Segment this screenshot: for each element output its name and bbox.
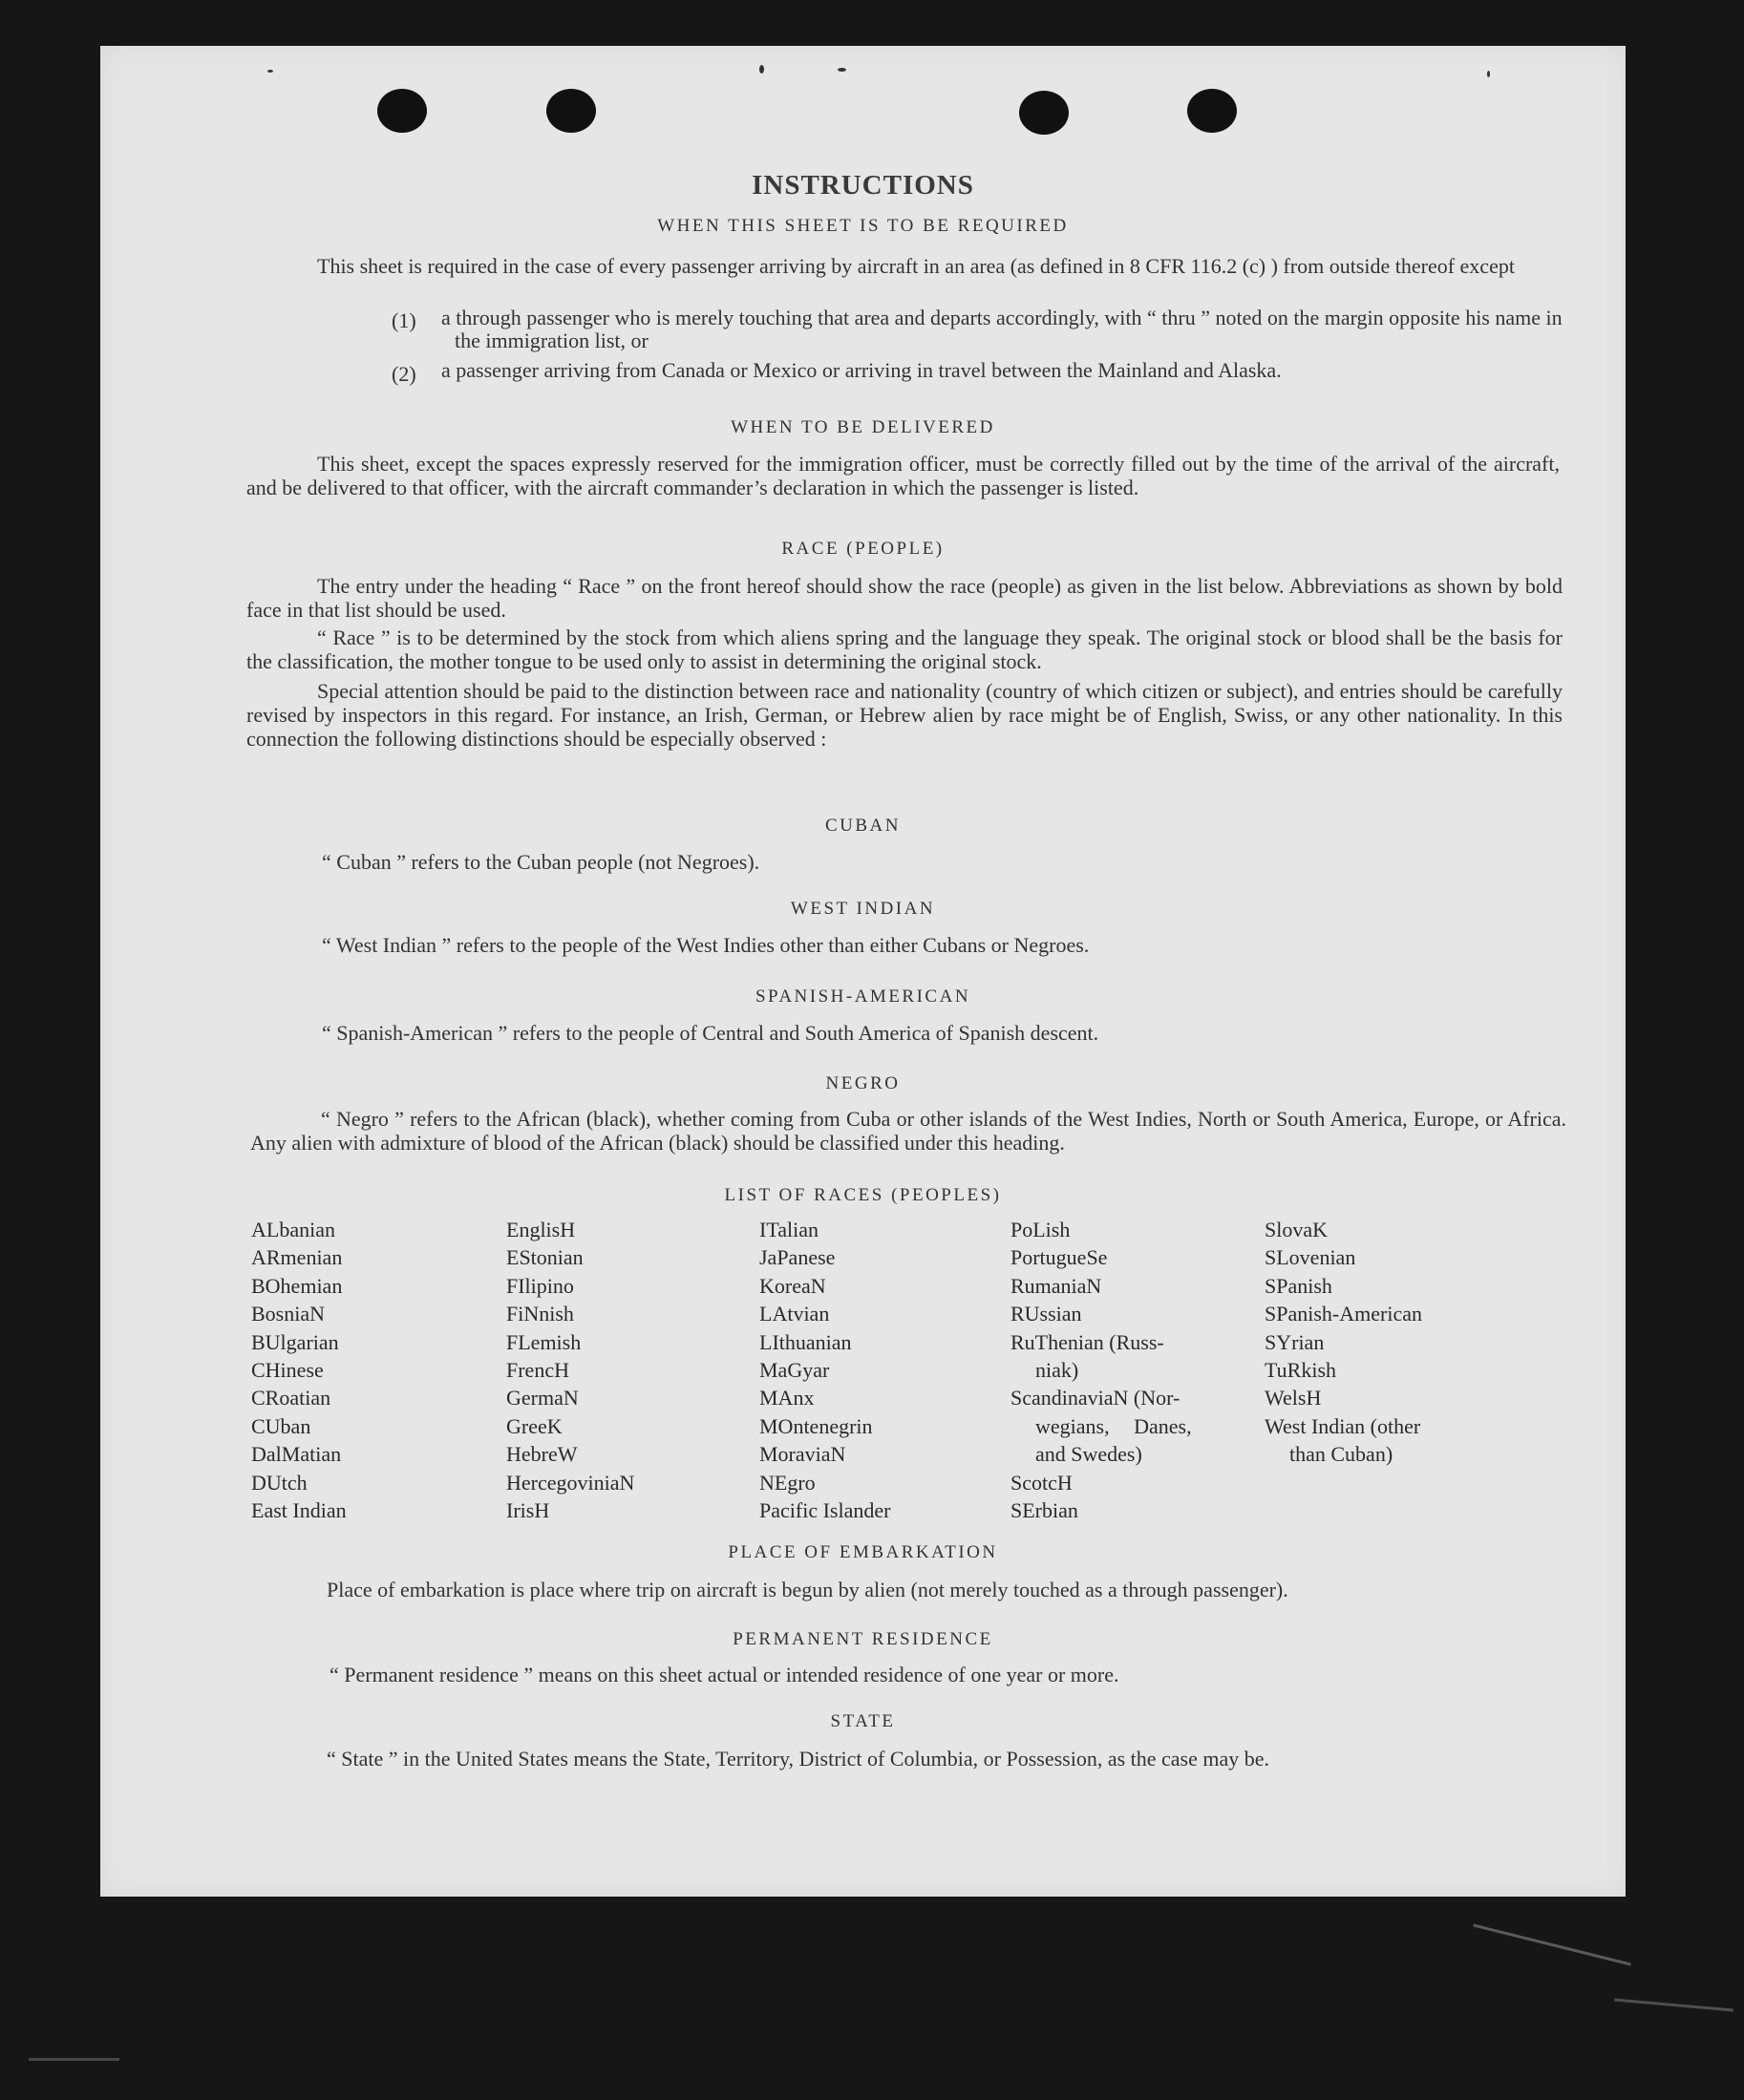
ink-speck: [1487, 71, 1490, 77]
race-entry: DalMatian: [251, 1442, 342, 1467]
section-heading-delivered: WHEN TO BE DELIVERED: [731, 417, 995, 437]
race-entry: FIlipino: [506, 1273, 574, 1298]
race-entry: NEgro: [759, 1470, 816, 1495]
residence-text: “ Permanent residence ” means on this sheet actual or intended residence of one year or more.: [330, 1663, 1119, 1686]
race-entry: GermaN: [506, 1386, 579, 1411]
race-entry: ScotcH: [1010, 1470, 1073, 1495]
required-item-1-text: a through passenger who is merely touching that area and departs accordingly, with “ thru ” noted on the margin opposite his name in the immigration list, or: [441, 306, 1563, 352]
race-entry: SlovaK: [1265, 1218, 1328, 1241]
race-entry: wegians, Danes,: [1035, 1413, 1192, 1438]
race-entry: CRoatian: [251, 1386, 331, 1411]
section-heading-west-indian: WEST INDIAN: [790, 899, 936, 919]
races-column-3: [759, 1216, 890, 1524]
race-entry: and Swedes): [1035, 1442, 1142, 1467]
race-entry: ScandinaviaN (Nor-: [1010, 1386, 1180, 1411]
race-entry: SPanish: [1265, 1273, 1332, 1298]
race-entry: PortugueSe: [1010, 1245, 1108, 1270]
section-heading-list-of-races: LIST OF RACES (PEOPLES): [724, 1185, 1002, 1205]
race-entry: SYrian: [1265, 1329, 1325, 1354]
race-entry: ITalian: [759, 1218, 819, 1241]
race-entry: MAnx: [759, 1386, 815, 1411]
section-heading-state: STATE: [830, 1711, 896, 1731]
races-column-4: [1010, 1216, 1192, 1524]
race-entry: BOhemian: [251, 1273, 343, 1298]
race-entry: East Indian: [251, 1498, 347, 1523]
race-entry: MOntenegrin: [759, 1413, 873, 1438]
race-entry: RumaniaN: [1010, 1273, 1102, 1298]
race-entry: EnglisH: [506, 1218, 576, 1241]
race-entry: HercegoviniaN: [506, 1470, 635, 1495]
required-intro-text: This sheet is required in the case of every passenger arriving by aircraft in an area (as defined in 8 CFR 116.2 (c) ) from outside thereof except: [317, 254, 1515, 278]
race-entry: LAtvian: [759, 1302, 830, 1326]
race-entry: EStonian: [506, 1245, 584, 1270]
scan-artifact: [29, 2058, 119, 2061]
race-entry: ARmenian: [251, 1245, 343, 1270]
race-entry: PoLish: [1010, 1218, 1071, 1241]
section-heading-residence: PERMANENT RESIDENCE: [733, 1629, 993, 1649]
race-entry: SPanish-American: [1265, 1302, 1422, 1326]
race-entry: CHinese: [251, 1358, 324, 1383]
cuban-text: “ Cuban ” refers to the Cuban people (not Negroes).: [322, 850, 760, 874]
race-entry: WelsH: [1265, 1386, 1322, 1411]
race-entry: niak): [1035, 1358, 1079, 1383]
required-item-1-num: (1): [392, 308, 416, 332]
race-entry: SLovenian: [1265, 1245, 1356, 1270]
race-entry: West Indian (other: [1265, 1413, 1421, 1438]
ink-speck: [838, 68, 846, 72]
race-entry: BUlgarian: [251, 1329, 339, 1354]
race-entry: RuThenian (Russ-: [1010, 1329, 1164, 1354]
scan-artifact: [1473, 1923, 1631, 1965]
embarkation-paragraph: [256, 1575, 1567, 1605]
delivered-text: This sheet, except the spaces expressly reserved for the immigration officer, must be correctly filled out by the time of the arrival of the aircraft, and be delivered to that officer, with the aircraft commander’s declaration in which the passenger is listed.: [246, 452, 1560, 499]
race-entry: LIthuanian: [759, 1329, 852, 1354]
ink-speck: [267, 70, 273, 73]
race-entry: Pacific Islander: [759, 1498, 891, 1523]
required-item-2-num: (2): [392, 362, 416, 386]
race-entry: DUtch: [251, 1470, 308, 1495]
race-entry: MaGyar: [759, 1358, 830, 1383]
required-item-2-text: a passenger arriving from Canada or Mexico or arriving in travel between the Mainland and Alaska.: [441, 358, 1282, 382]
race-entry: RUssian: [1010, 1302, 1082, 1326]
race-entry: CUban: [251, 1413, 311, 1438]
state-text: “ State ” in the United States means the State, Territory, District of Columbia, or Possession, as the case may be.: [327, 1747, 1270, 1771]
delivered-paragraph: [246, 452, 1560, 499]
punch-hole: [1187, 89, 1237, 133]
instruction-sheet: [100, 46, 1626, 1897]
negro-text: “ Negro ” refers to the African (black), whether coming from Cuba or other islands of the West Indies, North or South America, Europe, or Africa. Any alien with admixture of blood of the African (black) should be classified under this heading.: [250, 1107, 1566, 1155]
spanish-american-text: “ Spanish-American ” refers to the people of Central and South America of Spanish descent.: [322, 1021, 1099, 1045]
race-entry: BosniaN: [251, 1302, 325, 1326]
race-paragraph-3: Special attention should be paid to the distinction between race and nationality (country of which citizen or subject), and entries should be carefully revised by inspectors in this regard. For instance, an Irish, German, or Hebrew alien by race might be of English, Swiss, or any other nationality. In this connection the following distinctions should be especially observed :: [246, 679, 1563, 751]
race-paragraph-1: The entry under the heading “ Race ” on the front hereof should show the race (people) as given in the list below. Abbreviations as shown by bold face in that list should be used.: [246, 574, 1563, 622]
race-entry: ALbanian: [251, 1218, 335, 1241]
race-entry: than Cuban): [1289, 1442, 1393, 1467]
section-heading-spanish-american: SPANISH-AMERICAN: [755, 986, 971, 1007]
punch-hole: [1019, 91, 1069, 135]
west-indian-text: “ West Indian ” refers to the people of the West Indies other than either Cubans or Negroes.: [322, 933, 1090, 957]
race-entry: FiNnish: [506, 1302, 574, 1326]
section-heading-required: WHEN THIS SHEET IS TO BE REQUIRED: [657, 216, 1069, 236]
punch-hole: [546, 89, 596, 133]
section-heading-negro: NEGRO: [825, 1073, 901, 1093]
race-entry: FLemish: [506, 1329, 582, 1354]
race-entry: MoraviaN: [759, 1442, 846, 1467]
race-paragraph-2: “ Race ” is to be determined by the stock from which aliens spring and the language they speak. The original stock or blood shall be the basis for the classification, the mother tongue to be used only to assist in determining the original stock.: [246, 626, 1563, 673]
race-entry: SErbian: [1010, 1498, 1078, 1523]
race-entry: FrencH: [506, 1358, 569, 1383]
races-column-2: [506, 1216, 634, 1524]
races-column-5: [1265, 1216, 1422, 1469]
state-paragraph: [256, 1744, 1572, 1774]
race-entry: TuRkish: [1265, 1358, 1337, 1383]
races-column-1: [251, 1216, 347, 1524]
embarkation-text: Place of embarkation is place where trip on aircraft is begun by alien (not merely touched as a through passenger).: [327, 1578, 1288, 1602]
race-entry: JaPanese: [759, 1245, 836, 1270]
required-intro: [246, 254, 1560, 278]
section-heading-cuban: CUBAN: [824, 816, 901, 836]
negro-paragraph: [250, 1107, 1566, 1155]
race-entry: IrisH: [506, 1498, 550, 1523]
section-heading-embarkation: PLACE OF EMBARKATION: [728, 1542, 998, 1562]
race-paragraphs: [246, 574, 1563, 751]
race-entry: KoreaN: [759, 1273, 826, 1298]
page-title: INSTRUCTIONS: [752, 170, 974, 201]
punch-hole: [377, 89, 427, 133]
ink-speck: [759, 65, 764, 74]
scan-artifact: [1614, 1999, 1733, 2012]
race-entry: HebreW: [506, 1442, 578, 1467]
section-heading-race: RACE (PEOPLE): [781, 539, 945, 559]
race-entry: GreeK: [506, 1413, 563, 1438]
